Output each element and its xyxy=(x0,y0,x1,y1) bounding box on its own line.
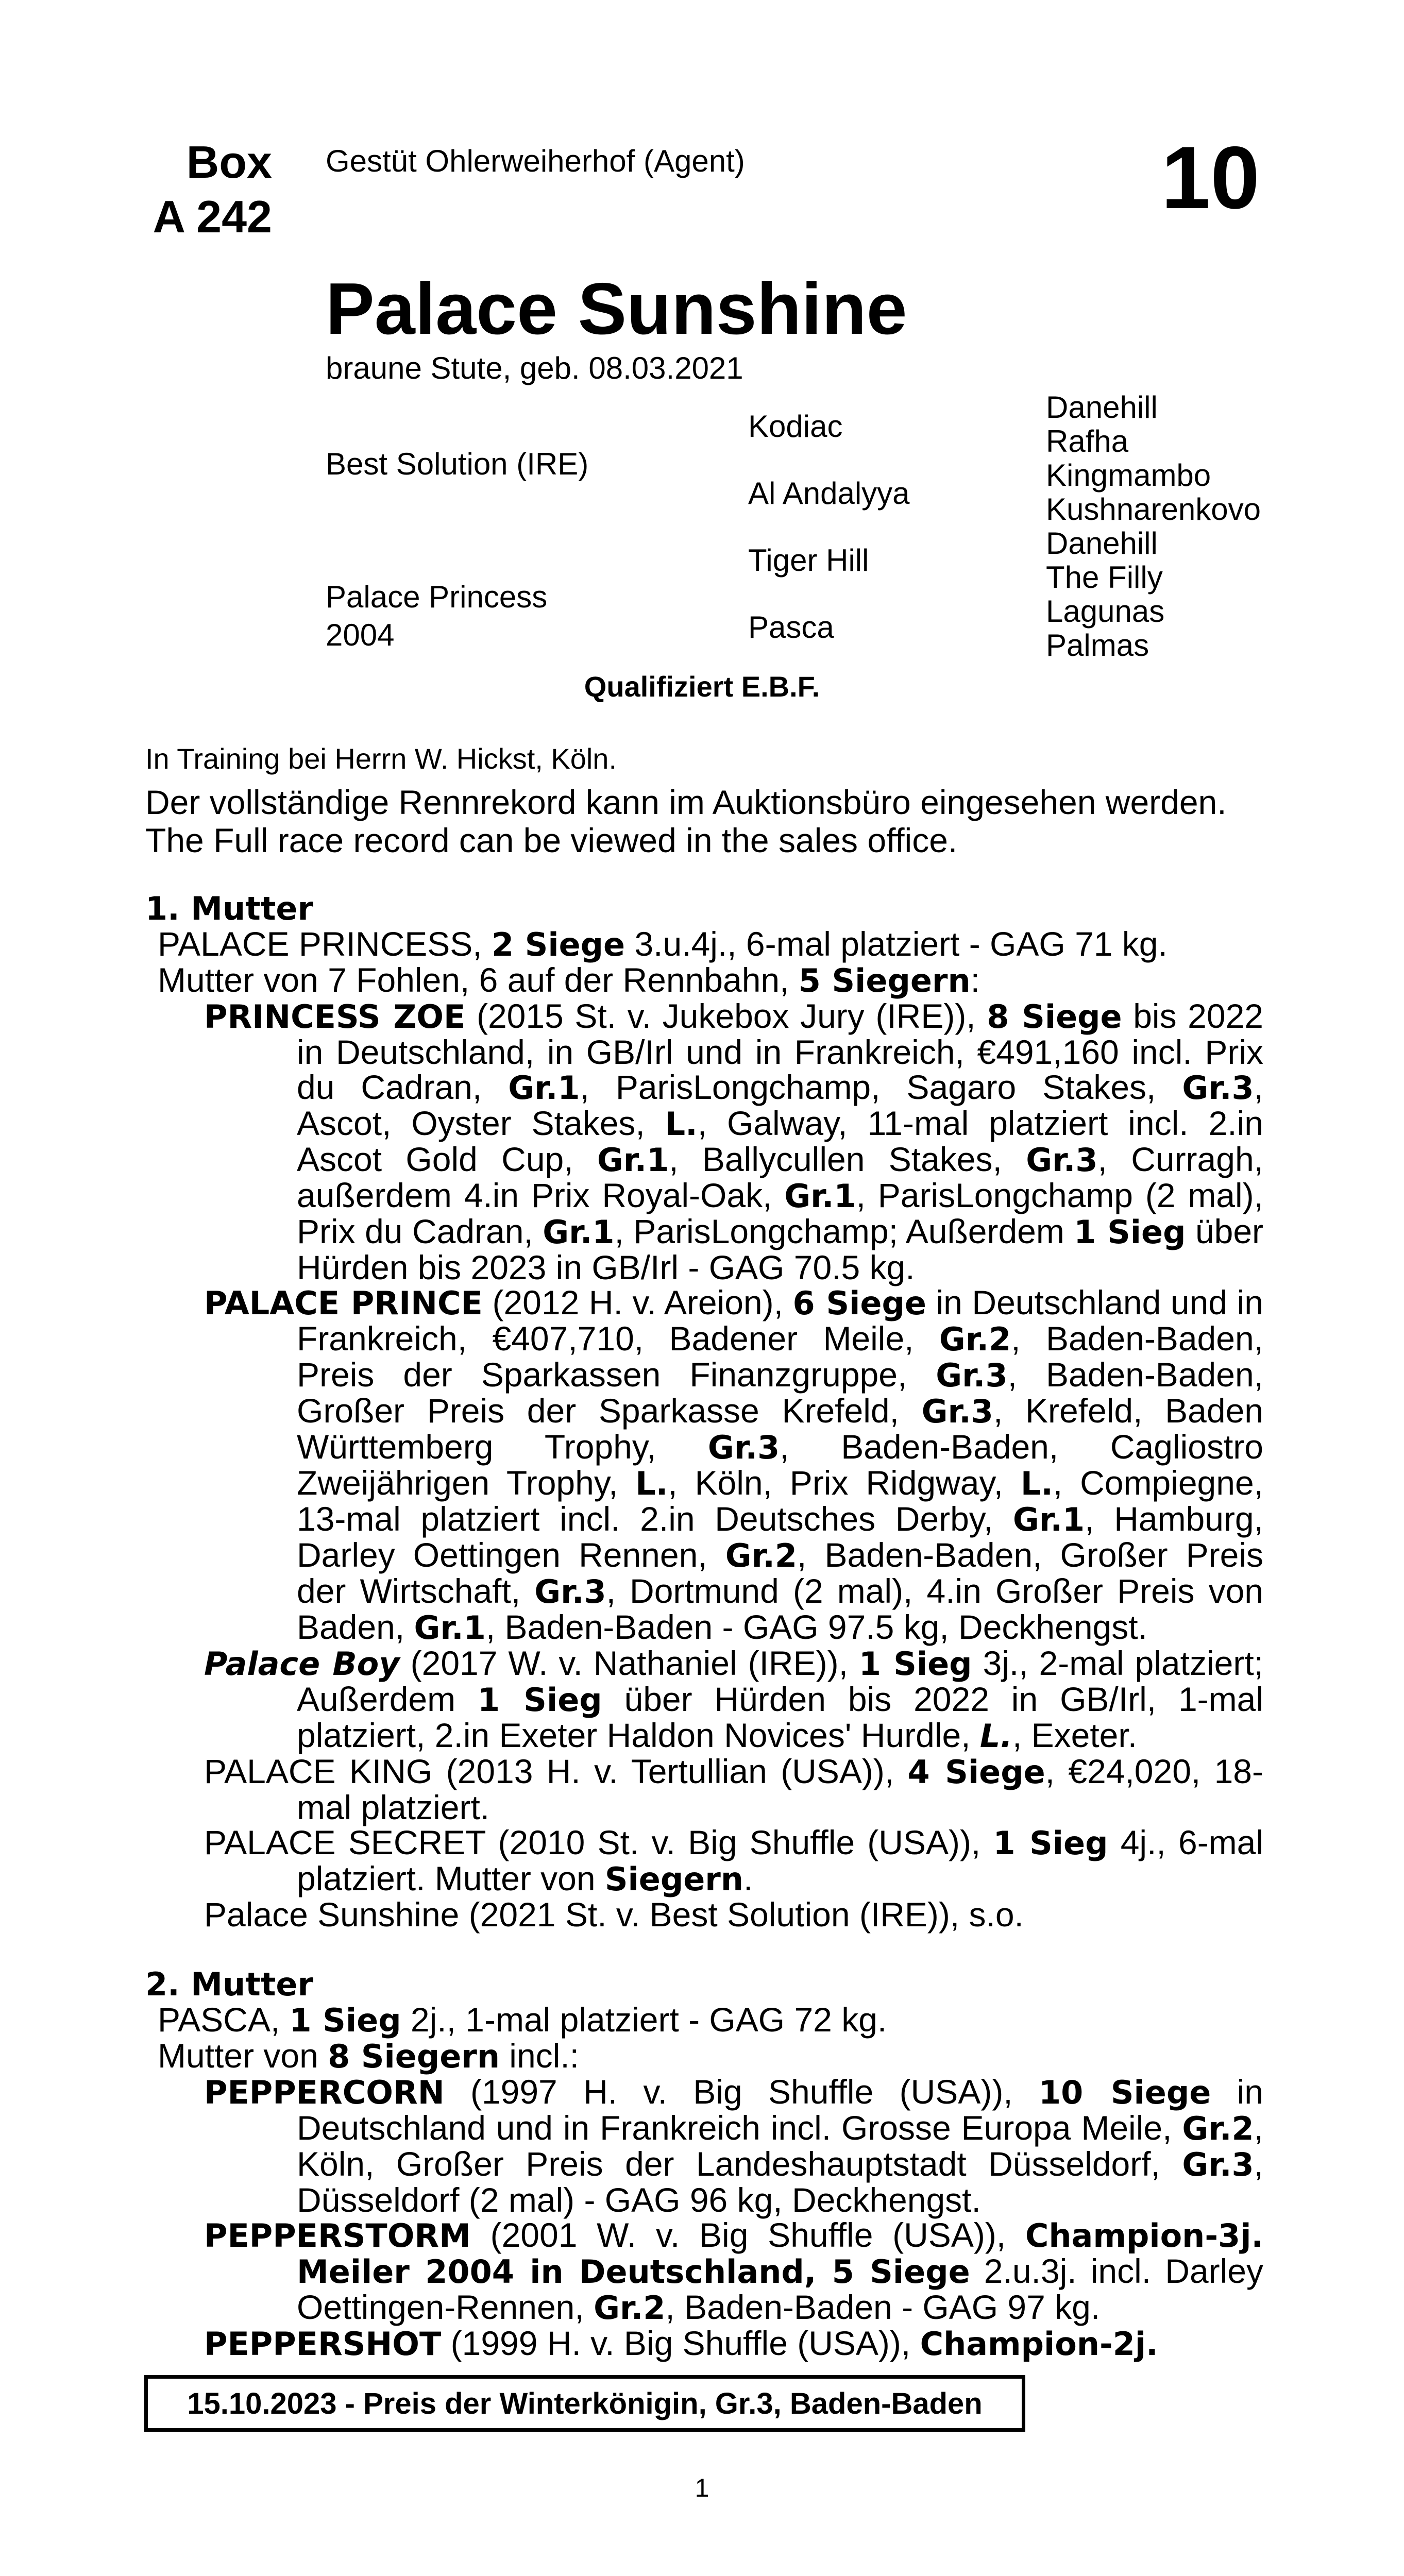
entry-highlight: 5 Siegern xyxy=(798,962,971,999)
race-record-note-en: The Full race record can be viewed in the sales office. xyxy=(145,821,958,859)
entry-highlight: Siegern xyxy=(604,1860,744,1898)
entry-text: in Deutschland und in Frankreich, €407,710, Badener Meile, xyxy=(297,1283,1263,1358)
pedigree-great-grandparent: Kingmambo xyxy=(1046,458,1211,493)
dam-summary xyxy=(145,962,1263,998)
first-dam-heading: 1. Mutter xyxy=(145,890,314,927)
entry-highlight: PEPPERSHOT xyxy=(204,2325,442,2363)
entry-text: , Compiegne, 13-mal platziert incl. 2.in Deutsches Derby, xyxy=(297,1464,1263,1538)
box-number xyxy=(143,135,272,244)
entry-text: , Ballycullen Stakes, xyxy=(669,1140,1026,1178)
entry-text: , Baden-Baden, Cagliostro Zweijährigen Trophy, xyxy=(297,1428,1263,1502)
entry-text: (2001 W. v. Big Shuffle (USA)), xyxy=(470,2216,1025,2254)
qualification: Qualifiziert E.B.F. xyxy=(584,670,820,703)
entry-text: , Curragh, außerdem 4.in Prix Royal-Oak, xyxy=(297,1140,1263,1214)
race-info-box xyxy=(144,2375,1025,2432)
entry-text: , Baden-Baden - GAG 97 kg. xyxy=(665,2288,1101,2326)
dam-summary xyxy=(145,2002,1263,2038)
entry-text: PALACE PRINCESS, xyxy=(158,925,492,963)
produce-entry xyxy=(204,2326,1263,2362)
entry-text: , Baden-Baden, Preis der Sparkassen Finanzgruppe, xyxy=(297,1319,1263,1394)
pedigree-great-grandparent: Danehill xyxy=(1046,526,1158,561)
entry-highlight: 4 Siege xyxy=(907,1753,1045,1791)
entry-highlight: PEPPERSTORM xyxy=(204,2217,471,2255)
entry-highlight: 1 Sieg xyxy=(1074,1213,1186,1251)
box-code: A 242 xyxy=(153,191,272,242)
pedigree-great-grandparent: Kushnarenkovo xyxy=(1046,492,1261,527)
entry-highlight: Gr.3 xyxy=(936,1357,1008,1394)
entry-highlight: 1 Sieg xyxy=(858,1645,972,1683)
entry-text: , Baden-Baden - GAG 97.5 kg, Deckhengst. xyxy=(485,1608,1147,1646)
entry-text: (2015 St. v. Jukebox Jury (IRE)), xyxy=(465,997,987,1035)
pedigree-grandparent: Pasca xyxy=(748,610,834,645)
entry-text: bis 2022 in Deutschland, in GB/Irl und in Frankreich, €491,160 incl. Prix du Cadran, xyxy=(297,997,1263,1106)
entry-text: (1997 H. v. Big Shuffle (USA)), xyxy=(444,2073,1039,2111)
race-info: 15.10.2023 - Preis der Winterkönigin, Gr.3, Baden-Baden xyxy=(187,2386,983,2420)
produce-entry xyxy=(204,2217,1263,2326)
pedigree-dam-year: 2004 xyxy=(326,618,395,652)
training-note: In Training bei Herrn W. Hickst, Köln. xyxy=(145,742,617,775)
entry-highlight: Gr.1 xyxy=(1012,1501,1085,1538)
pedigree-great-grandparent: Rafha xyxy=(1046,424,1129,459)
entry-text: 4j., 6-mal platziert. Mutter von xyxy=(297,1823,1264,1897)
entry-highlight: 1 Sieg xyxy=(993,1824,1108,1862)
family-section xyxy=(145,891,1263,2362)
entry-text: (2017 W. v. Nathaniel (IRE)), xyxy=(399,1644,859,1682)
entry-highlight: Gr.3 xyxy=(1182,1069,1254,1107)
entry-highlight: Gr.3 xyxy=(534,1573,606,1611)
entry-highlight: Champion-2j. xyxy=(920,2325,1158,2363)
entry-highlight: Gr.1 xyxy=(597,1141,669,1179)
entry-highlight: 1 Sieg xyxy=(289,2002,401,2039)
entry-highlight: Gr.1 xyxy=(414,1609,486,1647)
entry-text: , Baden-Baden, Großer Preis der Wirtschaft, xyxy=(297,1536,1264,1610)
pedigree-great-grandparent: Palmas xyxy=(1046,628,1149,663)
entry-highlight: 1 Sieg xyxy=(478,1681,602,1719)
entry-text: , Dortmund (2 mal), 4.in Großer Preis von Baden, xyxy=(297,1572,1263,1646)
second-dam-heading: 2. Mutter xyxy=(145,1965,314,2003)
entry-text: , Köln, Großer Preis der Landeshauptstadt Düsseldorf, xyxy=(297,2109,1263,2183)
entry-highlight: 8 Siege xyxy=(987,998,1122,1036)
entry-highlight: Gr.1 xyxy=(784,1177,856,1215)
entry-highlight: Gr.2 xyxy=(1182,2110,1254,2147)
entry-text: , Köln, Prix Ridgway, xyxy=(668,1464,1021,1502)
produce-entry xyxy=(204,2074,1263,2217)
entry-highlight: L. xyxy=(665,1105,698,1143)
entry-highlight: Champion-3j. Meiler 2004 in Deutschland, 5 Siege xyxy=(297,2217,1263,2291)
entry-text: : xyxy=(970,961,980,999)
race-record-note-de: Der vollständige Rennrekord kann im Auktionsbüro eingesehen werden. xyxy=(145,783,1227,821)
entry-text: , Baden-Baden, Großer Preis der Sparkasse Krefeld, xyxy=(297,1355,1263,1430)
second-dam-produce xyxy=(145,2074,1263,2362)
entry-text: , Krefeld, Baden Württemberg Trophy, xyxy=(297,1392,1263,1466)
entry-text: (1999 H. v. Big Shuffle (USA)), xyxy=(441,2324,920,2362)
entry-highlight: Gr.1 xyxy=(508,1069,580,1107)
race-record-note xyxy=(145,783,1227,859)
consignor-agent: Gestüt Ohlerweiherhof (Agent) xyxy=(326,144,745,178)
entry-highlight: L. xyxy=(1020,1465,1053,1502)
entry-text: 2j., 1-mal platziert - GAG 72 kg. xyxy=(401,2001,887,2039)
entry-highlight: PALACE PRINCE xyxy=(204,1284,483,1322)
produce-entry xyxy=(204,1897,1263,1932)
produce-entry xyxy=(204,1285,1263,1646)
entry-text: , Galway, 11-mal platziert incl. 2.in Ascot Gold Cup, xyxy=(297,1104,1263,1178)
pedigree-grandparent: Tiger Hill xyxy=(748,543,869,578)
entry-text: , Hamburg, Darley Oettingen Rennen, xyxy=(297,1500,1263,1574)
entry-highlight: 2 Siege xyxy=(491,926,625,963)
entry-text: PASCA, xyxy=(158,2001,290,2039)
horse-name: Palace Sunshine xyxy=(326,268,907,350)
entry-highlight: PRINCESS ZOE xyxy=(204,998,466,1036)
entry-text: PALACE SECRET (2010 St. v. Big Shuffle (USA)), xyxy=(204,1823,993,1861)
entry-highlight: Gr.1 xyxy=(543,1213,615,1251)
dam-summary xyxy=(145,2038,1263,2074)
second-dam-intro xyxy=(145,2002,1263,2074)
entry-highlight: Gr.2 xyxy=(725,1537,798,1574)
entry-highlight: 6 Siege xyxy=(792,1284,926,1322)
entry-text: incl.: xyxy=(499,2037,580,2075)
entry-text: über Hürden bis 2023 in GB/Irl - GAG 70.5 kg. xyxy=(297,1212,1264,1286)
entry-text: in Deutschland und in Frankreich incl. Grosse Europa Meile, xyxy=(297,2073,1263,2147)
entry-text: Palace Sunshine (2021 St. v. Best Solution (IRE)), s.o. xyxy=(204,1895,1024,1934)
entry-text: PALACE KING (2013 H. v. Tertullian (USA)), xyxy=(204,1752,908,1790)
page-number: 1 xyxy=(695,2473,709,2502)
entry-text: , Ascot, Oyster Stakes, xyxy=(297,1068,1264,1142)
produce-entry xyxy=(204,998,1263,1285)
entry-text: , ParisLongchamp (2 mal), Prix du Cadran, xyxy=(297,1176,1263,1250)
pedigree-dam: Palace Princess xyxy=(326,580,548,614)
dam-summary xyxy=(145,926,1263,962)
entry-highlight: Gr.3 xyxy=(1026,1141,1098,1179)
entry-text: , ParisLongchamp, Sagaro Stakes, xyxy=(580,1068,1182,1106)
first-dam-intro xyxy=(145,926,1263,998)
entry-highlight: PEPPERCORN xyxy=(204,2074,445,2111)
pedigree-great-grandparent: Danehill xyxy=(1046,390,1158,425)
entry-text: , Exeter. xyxy=(1012,1716,1138,1754)
entry-highlight: Gr.2 xyxy=(594,2289,666,2327)
first-dam-produce xyxy=(145,998,1263,1932)
entry-highlight: Gr.3 xyxy=(707,1429,780,1466)
entry-text: , Düsseldorf (2 mal) - GAG 96 kg, Deckhengst. xyxy=(297,2145,1263,2219)
entry-text: 2.u.3j. incl. Darley Oettingen-Rennen, xyxy=(297,2252,1263,2326)
horse-description: braune Stute, geb. 08.03.2021 xyxy=(326,351,743,385)
entry-text: , ParisLongchamp; Außerdem xyxy=(614,1212,1074,1250)
entry-highlight: L. xyxy=(979,1717,1012,1755)
entry-highlight: Gr.2 xyxy=(939,1320,1011,1358)
produce-entry xyxy=(204,1754,1263,1825)
entry-highlight: 8 Siegern xyxy=(328,2038,500,2075)
entry-text: 3j., 2-mal platziert; Außerdem xyxy=(297,1644,1263,1718)
entry-text: , €24,020, 18-mal platziert. xyxy=(297,1752,1263,1826)
entry-highlight: 10 Siege xyxy=(1038,2074,1211,2111)
entry-text: über Hürden bis 2022 in GB/Irl, 1-mal platziert, 2.in Exeter Haldon Novices' Hurdle, xyxy=(297,1680,1263,1754)
entry-highlight: Palace Boy xyxy=(204,1645,400,1683)
produce-entry xyxy=(204,1825,1263,1897)
entry-text: Mutter von xyxy=(158,2037,328,2075)
box-label: Box xyxy=(186,137,272,188)
entry-text: 3.u.4j., 6-mal platziert - GAG 71 kg. xyxy=(625,925,1168,963)
entry-highlight: Gr.3 xyxy=(1182,2146,1254,2183)
pedigree-grandparent: Al Andalyya xyxy=(748,476,910,511)
lot-number: 10 xyxy=(1161,128,1260,227)
entry-text: . xyxy=(743,1859,753,1897)
entry-text: Mutter von 7 Fohlen, 6 auf der Rennbahn, xyxy=(158,961,799,999)
produce-entry xyxy=(204,1646,1263,1754)
entry-highlight: L. xyxy=(635,1465,668,1502)
pedigree-great-grandparent: Lagunas xyxy=(1046,594,1165,629)
entry-text: (2012 H. v. Areion), xyxy=(482,1283,793,1321)
pedigree-sire: Best Solution (IRE) xyxy=(326,447,589,481)
pedigree-grandparent: Kodiac xyxy=(748,409,843,444)
pedigree-great-grandparent: The Filly xyxy=(1046,560,1163,595)
entry-highlight: Gr.3 xyxy=(921,1393,993,1430)
